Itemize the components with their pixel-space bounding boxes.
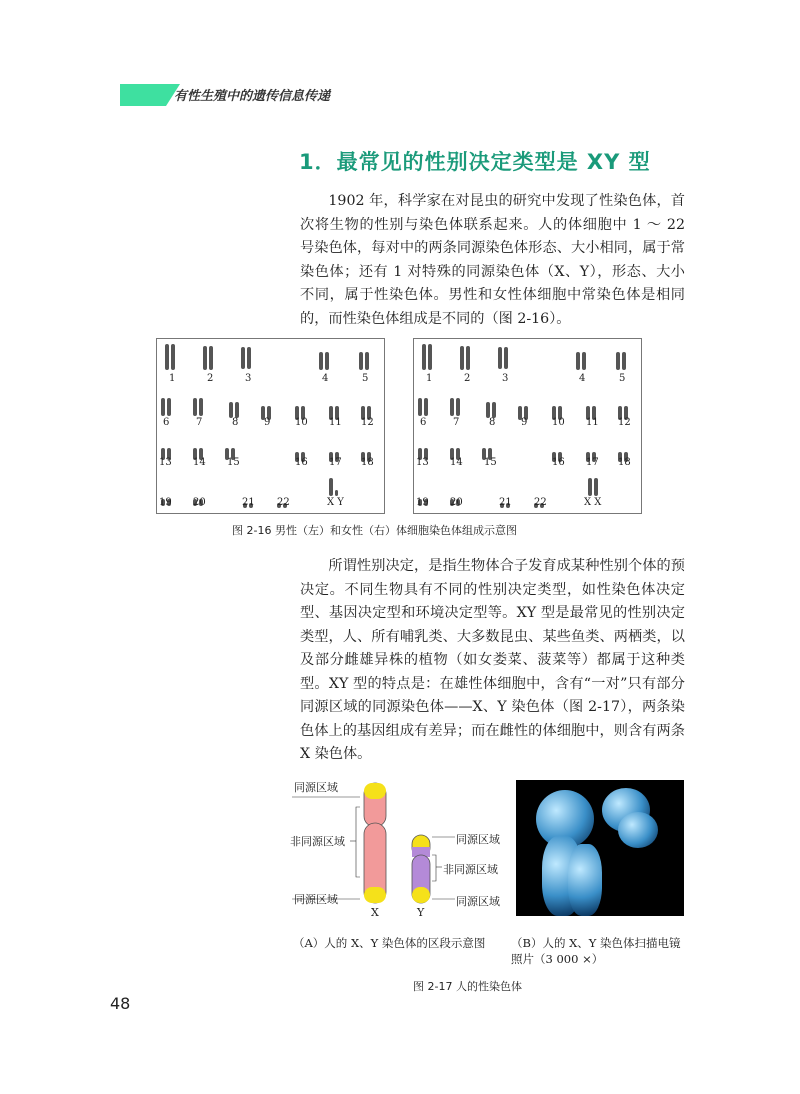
x-chromosome-arm [568,844,602,916]
chromosome-pair [203,346,215,370]
chromosome-pair [319,351,331,370]
chromosome-number: 20 [193,497,206,508]
chromosome-pair [616,351,628,370]
label-homologous-bottom: 同源区域 [294,893,338,906]
chromosome-number: 12 [618,417,631,428]
chromosome-number: 6 [420,417,427,428]
chromosome-number: 4 [579,373,586,384]
figure-2-17-caption: 图 2-17 人的性染色体 [413,980,522,993]
chromosome-pair [588,477,600,496]
label-y: Y [417,906,425,919]
figure-2-17a-caption: （A）人的 X、Y 染色体的区段示意图 [293,936,486,950]
chromosome-number: 22 [534,497,547,508]
chromosome-number: 16 [295,457,308,468]
chromosome-pair [193,397,205,416]
chromosome-number: 22 [277,497,290,508]
chromosome-pair [359,351,371,370]
sem-photo [516,780,684,916]
chromosome-number: 8 [232,417,239,428]
chromosome-number: 21 [499,497,512,508]
sex-chromosome-label: X X [584,497,602,508]
chromosome-number: 17 [329,457,342,468]
chromosome-number: 1 [169,373,176,384]
chromosome-number: 18 [618,457,631,468]
chromosome-pair [165,344,177,370]
paragraph-1: 1902 年，科学家在对昆虫的研究中发现了性染色体，首次将生物的性别与染色体联系起来。人的体细胞中 1 ～ 22 号染色体，每对中的两条同源染色体形态、大小相同，属于常染色体；还有 1 对特殊的同源染色体（X、Y），形态、大小不同，属于性染色体。男性和女性体细胞中常染色体是相同的，而性染色体组成是不同的（图 2-16）。 [300,193,685,327]
chromosome-number: 8 [489,417,496,428]
chromosome-number: 2 [207,373,214,384]
chromosome-number: 1 [426,373,433,384]
label-y-homologous-top: 同源区域 [456,833,500,846]
chromosome-number: 13 [159,457,172,468]
figure-2-17b-caption: （B）人的 X、Y 染色体扫描电镜照片（3 000 ×） [511,936,681,966]
chromosome-pair [422,344,434,370]
chromosome-pair [329,477,340,496]
xy-schematic [290,775,500,925]
chromosome-number: 11 [329,417,342,428]
chromosome-number: 5 [619,373,626,384]
chromosome-number: 17 [586,457,599,468]
chromosome-pair [576,351,588,370]
figure-2-16-caption: 图 2-16 男性（左）和女性（右）体细胞染色体组成示意图 [232,524,517,537]
chromosome-number: 5 [362,373,369,384]
chromosome-number: 14 [450,457,463,468]
label-x: X [371,906,379,919]
chromosome-number: 9 [521,417,528,428]
label-non-homologous: 非同源区域 [290,835,345,848]
sex-chromosome-label: X Y [327,497,344,508]
chromosome-number: 21 [242,497,255,508]
chromosome-number: 18 [361,457,374,468]
label-y-non-homologous: 非同源区域 [443,863,498,876]
header-accent-bar [120,84,166,106]
chromosome-pair [229,399,241,418]
label-homologous-top: 同源区域 [294,781,338,794]
chromosome-pair [498,347,510,369]
chromosome-pair [241,347,253,369]
paragraph-2: 所谓性别决定，是指生物体合子发育成某种性别个体的预决定。不同生物具有不同的性别决定类型，如性染色体决定型、基因决定型和环境决定型等。XY 型是最常见的性别决定类型，人、所有哺乳类、大多数昆虫、某些鱼类、两栖类，以及部分雌雄异株的植物（如女娄菜、菠菜等）都属于这种类型。XY 型的特点是：在雄性体细胞中，含有“一对”只有部分同源区域的同源染色体——X、Y 染色体（图 2-17），两条染色体上的基因组成有差异；而在雌性的体细胞中，则含有两条 X 染色体。 [300,558,685,762]
chromosome-number: 9 [264,417,271,428]
chromosome-pair [460,346,472,370]
label-y-homologous-bottom: 同源区域 [456,895,500,908]
page-number: 48 [110,994,131,1013]
chromosome-number: 11 [586,417,599,428]
running-header: 有性生殖中的遗传信息传递 [174,89,331,104]
chromosome-number: 2 [464,373,471,384]
chromosome-number: 3 [502,373,509,384]
chromosome-number: 16 [552,457,565,468]
chromosome-number: 4 [322,373,329,384]
chromosome-number: 13 [416,457,429,468]
chromosome-pair [161,397,173,416]
karyotype-female [413,338,642,514]
chromosome-number: 14 [193,457,206,468]
chromosome-number: 12 [361,417,374,428]
chromosome-number: 15 [227,457,240,468]
chromosome-number: 7 [453,417,460,428]
chromosome-pair [486,399,498,418]
karyotype-male [156,338,385,514]
chromosome-number: 19 [416,497,429,508]
chromosome-number: 10 [295,417,308,428]
chromosome-number: 20 [450,497,463,508]
chromosome-number: 10 [552,417,565,428]
chromosome-pair [418,397,430,416]
chromosome-pair [450,397,462,416]
section-title: 1．最常见的性别决定类型是 XY 型 [299,150,651,174]
chromosome-number: 15 [484,457,497,468]
chromosome-number: 3 [245,373,252,384]
y-chromosome-lobe [618,812,658,848]
chromosome-number: 6 [163,417,170,428]
chromosome-number: 19 [159,497,172,508]
chromosome-number: 7 [196,417,203,428]
